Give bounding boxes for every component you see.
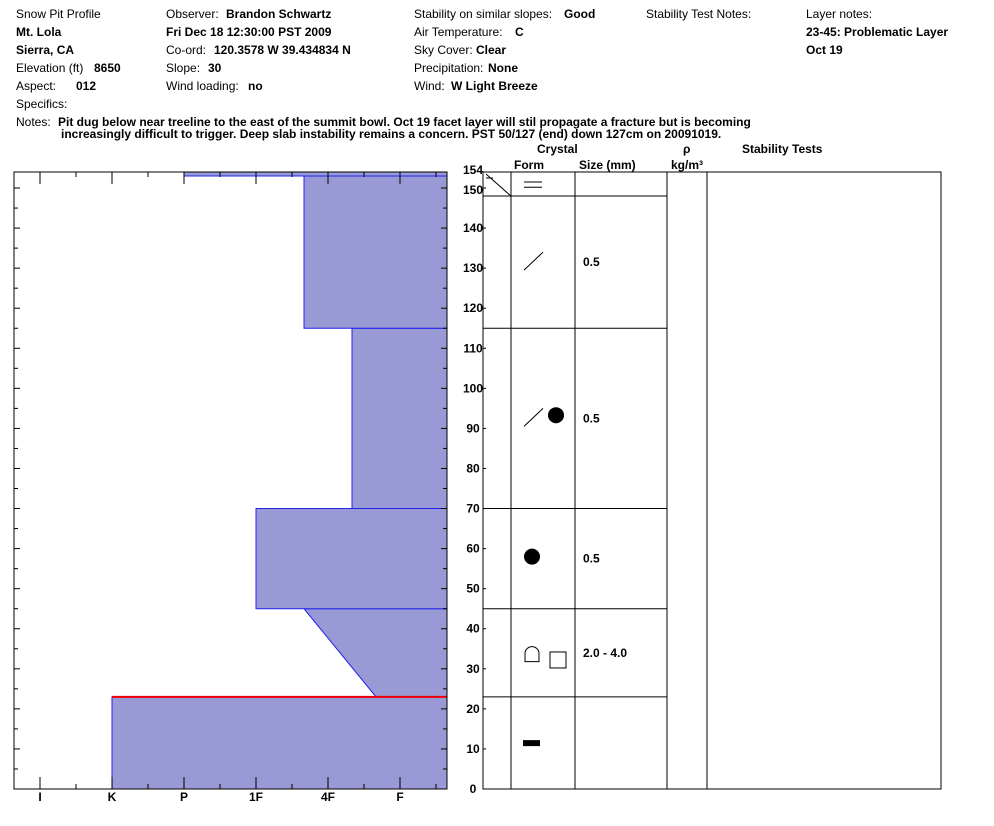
height-tick-30: 30 [466,661,480,676]
observer-label: Observer: [166,7,219,21]
wind-loading-label: Wind loading: [166,79,239,93]
height-tick-150: 150 [462,183,484,198]
decomposing-icon-2 [524,408,543,426]
form-header: Form [514,158,544,172]
layer-notes-label: Layer notes: [806,7,873,21]
precip-value: None [488,61,518,75]
depth-hoar-icon [525,647,539,662]
specifics-label: Specifics: [16,97,68,111]
hardness-layer-3 [352,328,447,508]
elevation-value: 8650 [94,61,121,75]
notes-label: Notes: [16,115,51,129]
height-tick-130: 130 [462,261,484,276]
aspect-value: 012 [76,79,97,93]
datetime: Fri Dec 18 12:30:00 PST 2009 [166,25,332,39]
stability-value: Good [564,7,596,21]
hardness-tick-label-4F: 4F [320,790,336,804]
height-tick-10: 10 [466,741,480,756]
aspect-label: Aspect: [16,79,57,93]
sky-value: Clear [476,43,507,57]
stability-notes-label: Stability Test Notes: [646,7,752,21]
height-tick-154: 154 [462,163,484,177]
hardness-layer-1 [304,609,447,697]
height-tick-20: 20 [466,701,480,716]
grain-size-0: 0.5 [583,255,600,270]
round-grain-icon-2 [524,549,540,565]
pit-title: Snow Pit Profile [16,7,101,21]
sky-label: Sky Cover: [414,43,473,57]
layer-note-2: Oct 19 [806,43,843,57]
hardness-layer-0 [112,697,447,789]
crust-icon [523,740,540,746]
observer-value: Brandon Schwartz [226,7,332,21]
crystal-symbols [524,182,566,668]
air-temp-label: Air Temperature: [414,25,503,39]
facet-icon [550,652,566,668]
hardness-tick-label-I: I [38,790,42,804]
height-tick-40: 40 [466,621,480,636]
height-tick-0: 0 [469,782,477,796]
wind-label: Wind: [414,79,445,93]
slope-value: 30 [208,61,222,75]
air-temp-value: C [515,25,524,39]
height-tick-90: 90 [466,421,480,436]
hardness-layer-4 [304,176,447,328]
hardness-tick-label-1F: 1F [248,790,264,804]
crystal-header: Crystal [537,142,578,156]
height-tick-50: 50 [466,581,480,596]
wind-loading-value: no [248,79,263,93]
notes-line-2: increasingly difficult to trigger. Deep slab instability remains a concern. PST 50/127 (end) down 127cm on 20091019. [61,127,722,141]
hardness-tick-label-F: F [396,790,404,804]
hardness-layer-5 [184,172,447,176]
stability-tests-header: Stability Tests [742,142,823,156]
height-tick-120: 120 [462,301,484,316]
hardness-tick-label-P: P [179,790,189,804]
coord-value: 120.3578 W 39.434834 N [214,43,351,57]
density-unit: kg/m³ [671,158,704,172]
layer-note-1: 23-45: Problematic Layer [806,25,949,39]
grain-size-3: 2.0 - 4.0 [583,645,628,660]
slope-label: Slope: [166,61,201,75]
height-tick-80: 80 [466,461,480,476]
height-tick-100: 100 [462,381,484,396]
size-header: Size (mm) [579,158,636,172]
location: Mt. Lola [16,25,62,39]
grain-size-2: 0.5 [583,551,600,566]
region: Sierra, CA [16,43,75,57]
notes-line-1: Pit dug below near treeline to the east of the summit bowl. Oct 19 facet layer will stil propagate a fracture but is becoming [58,115,751,129]
hardness-tick-label-K: K [107,790,117,804]
elevation-label: Elevation (ft) [16,61,84,75]
grain-size-1: 0.5 [583,411,600,426]
coord-label: Co-ord: [166,43,207,57]
height-tick-70: 70 [466,501,480,516]
top-layer-link [486,174,511,196]
decomposing-icon [524,252,543,270]
height-tick-60: 60 [466,541,480,556]
precip-label: Precipitation: [414,61,484,75]
hardness-layer-2 [256,509,447,609]
height-tick-140: 140 [462,221,484,236]
height-tick-110: 110 [463,341,483,356]
round-grain-icon [548,407,564,423]
stability-label: Stability on similar slopes: [414,7,553,21]
wind-value: W Light Breeze [451,79,538,93]
density-header: ρ [683,142,691,156]
